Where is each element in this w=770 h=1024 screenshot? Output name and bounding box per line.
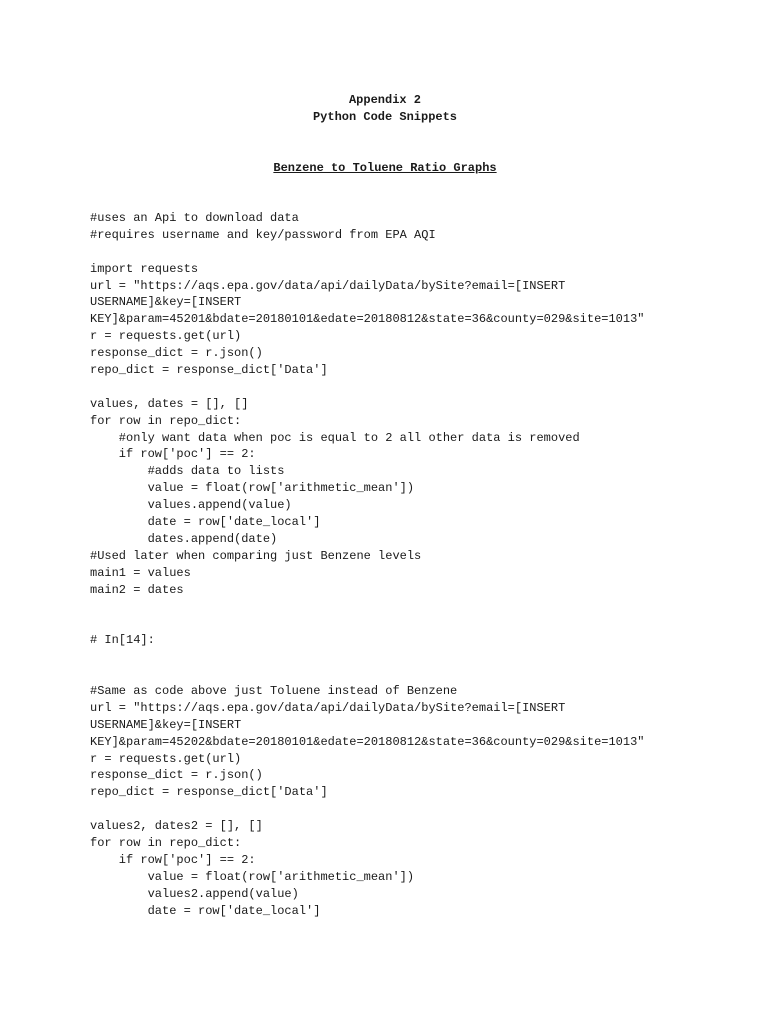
code-line: #Used later when comparing just Benzene levels [90,548,422,563]
code-line: date = row['date_local'] [90,903,321,918]
code-line: for row in repo_dict: [90,835,242,850]
code-line: values2.append(value) [90,886,299,901]
code-line: import requests [90,261,199,276]
code-line: if row['poc'] == 2: [90,447,256,462]
section-title-text: Benzene to Toluene Ratio Graphs [273,161,497,175]
appendix-heading: Appendix 2 [348,93,421,107]
code-line: repo_dict = response_dict['Data'] [90,785,328,800]
code-line: # In[14]: [90,633,155,648]
code-line: #requires username and key/password from EPA AQI [90,227,436,242]
code-line [90,649,730,666]
code-line: USERNAME]&key=[INSERT [90,295,242,310]
code-line: url = "https://aqs.epa.gov/data/api/dailyData/bySite?email=[INSERT [90,700,566,715]
section-title [0,160,770,177]
code-line: response_dict = r.json() [90,346,263,361]
code-line: r = requests.get(url) [90,751,242,766]
code-line: value = float(row['arithmetic_mean']) [90,869,415,884]
code-line: #only want data when poc is equal to 2 all other data is removed [90,430,580,445]
code-line: main1 = values [90,565,191,580]
code-line: if row['poc'] == 2: [90,852,256,867]
code-line: values, dates = [], [] [90,396,249,411]
code-line [90,244,730,261]
code-line: KEY]&param=45202&bdate=20180101&edate=20180812&state=36&county=029&site=1013" [90,734,645,749]
code-line [90,801,730,818]
code-block [90,210,730,919]
code-line: USERNAME]&key=[INSERT [90,717,242,732]
code-line [90,666,730,683]
code-line: repo_dict = response_dict['Data'] [90,363,328,378]
code-line: value = float(row['arithmetic_mean']) [90,481,415,496]
code-line: #adds data to lists [90,464,285,479]
appendix-subheading: Python Code Snippets [312,110,458,124]
code-line: dates.append(date) [90,531,278,546]
code-line [90,379,730,396]
code-line: url = "https://aqs.epa.gov/data/api/dailyData/bySite?email=[INSERT [90,278,566,293]
code-line: values.append(value) [90,498,292,513]
code-line: #uses an Api to download data [90,211,299,225]
code-line: KEY]&param=45201&bdate=20180101&edate=20180812&state=36&county=029&site=1013" [90,312,645,327]
code-line: response_dict = r.json() [90,768,263,783]
code-line: #Same as code above just Toluene instead of Benzene [90,683,458,698]
code-line: for row in repo_dict: [90,413,242,428]
code-line: values2, dates2 = [], [] [90,819,263,834]
code-line [90,598,730,615]
code-line: main2 = dates [90,582,184,597]
code-line: r = requests.get(url) [90,329,242,344]
code-line: date = row['date_local'] [90,515,321,530]
code-line [90,615,730,632]
